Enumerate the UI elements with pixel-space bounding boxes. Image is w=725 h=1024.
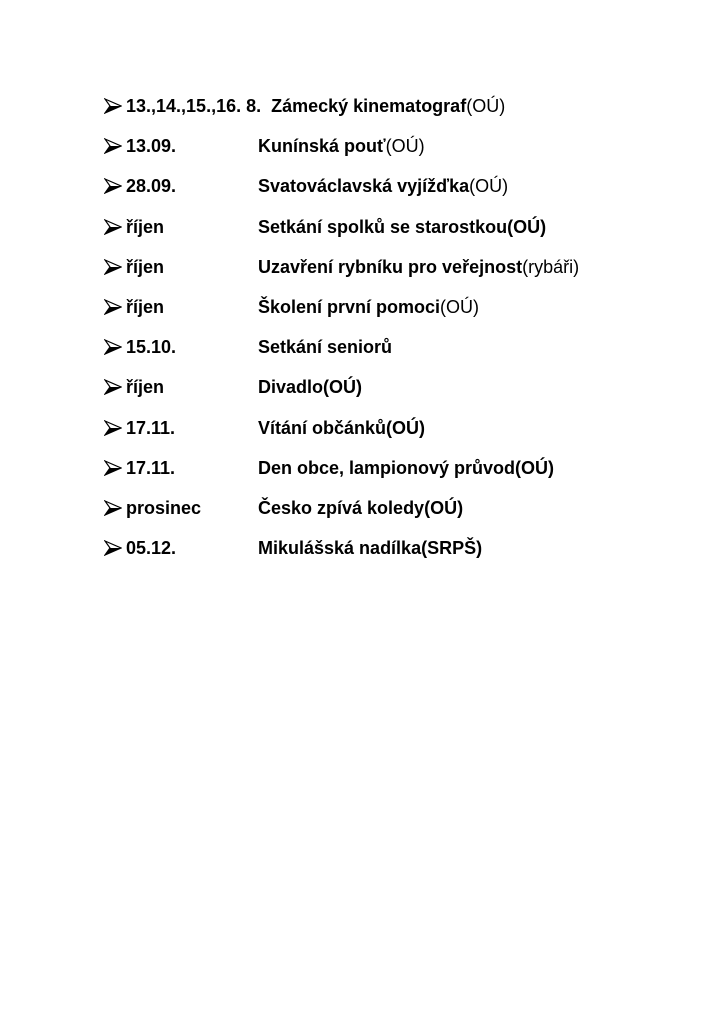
event-list-item <box>104 327 579 367</box>
event-organizer: (OÚ) <box>515 457 555 478</box>
event-title: Zámecký kinematograf <box>271 96 467 117</box>
event-date: prosinec <box>126 497 202 518</box>
arrowhead-bullet-icon <box>104 219 124 235</box>
arrowhead-bullet-icon <box>104 379 124 395</box>
event-date: 13.,14.,15.,16. 8. <box>126 96 262 117</box>
event-list-item <box>104 207 579 247</box>
event-list-item <box>104 247 579 287</box>
event-title: Setkání seniorů <box>258 337 393 358</box>
event-list-item <box>104 448 579 488</box>
event-list-item <box>104 408 579 448</box>
arrowhead-bullet-icon <box>104 540 124 556</box>
event-organizer: (OÚ) <box>507 216 547 237</box>
event-list-item <box>104 488 579 528</box>
arrowhead-bullet-icon <box>104 339 124 355</box>
event-date: říjen <box>126 377 165 398</box>
event-title: Kunínská pouť <box>258 136 386 157</box>
event-title: Den obce, lampionový průvod <box>258 457 516 478</box>
arrowhead-bullet-icon <box>104 259 124 275</box>
event-organizer: (OÚ) <box>424 497 464 518</box>
event-date: 17.11. <box>126 457 176 478</box>
event-organizer: (OÚ) <box>386 417 426 438</box>
event-title: Vítání občánků <box>258 417 387 438</box>
arrowhead-bullet-icon <box>104 500 124 516</box>
event-list-item <box>104 528 579 568</box>
event-list <box>104 86 579 568</box>
event-date: 17.11. <box>126 417 176 438</box>
event-title: Mikulášská nadílka <box>258 538 422 559</box>
event-date: 05.12. <box>126 538 177 559</box>
event-list-item <box>104 126 579 166</box>
event-title: Školení první pomoci <box>258 297 441 318</box>
event-title: Česko zpívá koledy <box>258 497 425 518</box>
event-organizer: (OÚ) <box>440 297 480 318</box>
event-list-item <box>104 86 579 126</box>
arrowhead-bullet-icon <box>104 460 124 476</box>
event-organizer: (rybáři) <box>522 256 580 277</box>
event-organizer: (OÚ) <box>385 136 425 157</box>
event-organizer: (OÚ) <box>323 377 363 398</box>
event-list-item <box>104 166 579 206</box>
event-organizer: (SRPŠ) <box>421 538 483 559</box>
arrowhead-bullet-icon <box>104 178 124 194</box>
event-date: 28.09. <box>126 176 177 197</box>
event-title: Uzavření rybníku pro veřejnost <box>258 256 523 277</box>
event-date: 15.10. <box>126 337 177 358</box>
arrowhead-bullet-icon <box>104 138 124 154</box>
event-organizer: (OÚ) <box>469 176 509 197</box>
event-date: 13.09. <box>126 136 177 157</box>
event-title: Svatováclavská vyjížďka <box>258 176 470 197</box>
event-organizer: (OÚ) <box>466 96 506 117</box>
arrowhead-bullet-icon <box>104 98 124 114</box>
arrowhead-bullet-icon <box>104 420 124 436</box>
event-date: říjen <box>126 297 165 318</box>
event-date: říjen <box>126 216 165 237</box>
event-list-item <box>104 367 579 407</box>
arrowhead-bullet-icon <box>104 299 124 315</box>
event-list-item <box>104 287 579 327</box>
event-date: říjen <box>126 256 165 277</box>
event-title: Divadlo <box>258 377 324 398</box>
event-title: Setkání spolků se starostkou <box>258 216 508 237</box>
